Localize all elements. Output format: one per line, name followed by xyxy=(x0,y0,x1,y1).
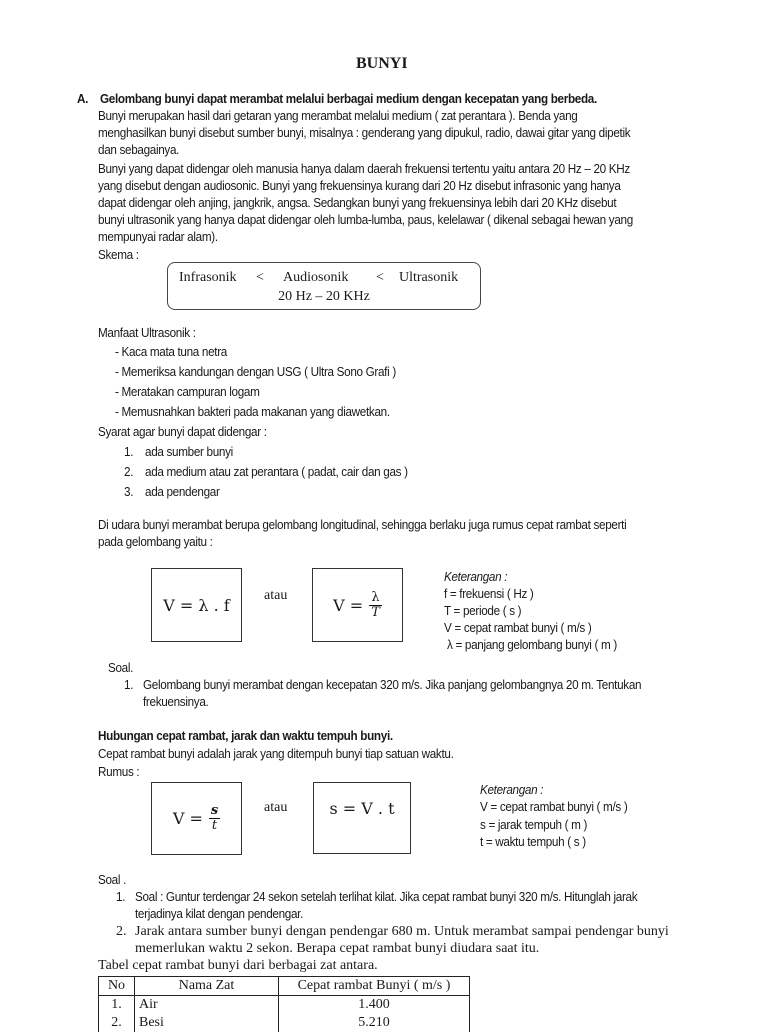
formula-v-lambda-over-t xyxy=(313,569,402,641)
paragraph-line: dan sebagainya. xyxy=(98,143,180,157)
formula-box-v-lambda-over-t xyxy=(312,568,403,642)
table-header-no: No xyxy=(99,977,135,996)
table-header-row xyxy=(99,977,470,996)
formula-box-s-v-t xyxy=(313,782,411,854)
skema-less-than: < xyxy=(376,270,384,285)
paragraph-line: pada gelombang yaitu : xyxy=(98,535,213,549)
fraction xyxy=(209,804,220,832)
skema-audiosonik: Audiosonik xyxy=(283,270,349,285)
soal-question: terjadinya kilat dengan pendengar. xyxy=(135,907,304,921)
paragraph-line: Di udara bunyi merambat berupa gelombang longitudinal, sehingga berlaku juga rumus cepat rambat seperti xyxy=(98,518,627,532)
table-cell-no: 1. xyxy=(99,996,135,1015)
fraction xyxy=(369,591,382,619)
section-a-heading: Gelombang bunyi dapat merambat melalui berbagai medium dengan kecepatan yang berbeda. xyxy=(100,92,597,106)
table-row xyxy=(99,996,470,1015)
keterangan-item: λ = panjang gelombang bunyi ( m ) xyxy=(447,638,617,652)
manfaat-item: - Kaca mata tuna netra xyxy=(115,345,227,359)
fraction-numerator: λ xyxy=(371,589,380,605)
paragraph-line: Bunyi yang dapat didengar oleh manusia hanya dalam daerah frekuensi tertentu yaitu antara 20 Hz – 20 KHz xyxy=(98,162,630,176)
soal-question: memerlukan waktu 2 sekon. Berapa cepat rambat bunyi diudara saat itu. xyxy=(135,941,540,956)
manfaat-item: - Memusnahkan bakteri pada makanan yang diawetkan. xyxy=(115,405,390,419)
soal-question: Jarak antara sumber bunyi dengan pendengar 680 m. Untuk merambat sampai pendengar bunyi xyxy=(135,924,669,939)
syarat-item: ada sumber bunyi xyxy=(145,445,233,459)
atau-label: atau xyxy=(264,800,288,815)
keterangan-item: V = cepat rambat bunyi ( m/s ) xyxy=(444,621,592,635)
table-header-nama-zat: Nama Zat xyxy=(135,977,279,996)
paragraph-line: menghasilkan bunyi disebut sumber bunyi, misalnya : genderang yang dipukul, radio, dawai gitar yang dipetik xyxy=(98,126,631,140)
soal-question: Soal : Guntur terdengar 24 sekon setelah terlihat kilat. Jika cepat rambat bunyi 320 m/s. Hitunglah jarak xyxy=(135,890,638,904)
soal-num: 2. xyxy=(116,924,127,939)
skema-range: 20 Hz – 20 KHz xyxy=(278,289,370,304)
keterangan-item: T = periode ( s ) xyxy=(444,604,522,618)
syarat-num: 1. xyxy=(124,445,134,459)
formula-box-v-lambda-f xyxy=(151,568,242,642)
soal-question: Gelombang bunyi merambat dengan kecepatan 320 m/s. Jika panjang gelombangnya 20 m. Tentukan xyxy=(143,678,642,692)
syarat-num: 2. xyxy=(124,465,134,479)
soal-label: Soal. xyxy=(108,661,134,675)
skema-label: Skema : xyxy=(98,248,139,262)
rumus-label: Rumus : xyxy=(98,765,140,779)
manfaat-label: Manfaat Ultrasonik : xyxy=(98,326,196,340)
keterangan-label: Keterangan : xyxy=(480,783,544,797)
keterangan-item: s = jarak tempuh ( m ) xyxy=(480,818,588,832)
fraction-numerator: s xyxy=(210,803,219,819)
syarat-item: ada medium atau zat perantara ( padat, cair dan gas ) xyxy=(145,465,408,479)
table-cell-nama-zat: Besi xyxy=(135,1014,279,1032)
soal-num: 1. xyxy=(116,890,126,904)
table-cell-speed: 5.210 xyxy=(279,1014,470,1032)
table-cell-nama-zat: Air xyxy=(135,996,279,1015)
table-row xyxy=(99,1014,470,1032)
formula-v-s-over-t xyxy=(152,783,241,854)
soal-question: frekuensinya. xyxy=(143,695,209,709)
hubungan-description: Cepat rambat bunyi adalah jarak yang ditempuh bunyi tiap satuan waktu. xyxy=(98,747,454,761)
hubungan-heading: Hubungan cepat rambat, jarak dan waktu tempuh bunyi. xyxy=(98,729,393,743)
manfaat-item: - Meratakan campuran logam xyxy=(115,385,260,399)
formula-v-equals: V = xyxy=(172,809,203,828)
fraction-denominator: t xyxy=(211,818,218,833)
skema-diagram xyxy=(167,262,481,310)
keterangan-item: t = waktu tempuh ( s ) xyxy=(480,835,586,849)
paragraph-line: dapat didengar oleh anjing, jangkrik, angsa. Sedangkan bunyi yang frekuensinya lebih dari 20 KHz disebut xyxy=(98,196,617,210)
paragraph-line: mempunyai radar alam). xyxy=(98,230,218,244)
syarat-item: ada pendengar xyxy=(145,485,220,499)
keterangan-item: f = frekuensi ( Hz ) xyxy=(444,587,534,601)
manfaat-item: - Memeriksa kandungan dengan USG ( Ultra Sono Grafi ) xyxy=(115,365,396,379)
fraction-denominator: T xyxy=(371,604,380,620)
syarat-label: Syarat agar bunyi dapat didengar : xyxy=(98,425,267,439)
skema-infrasonik: Infrasonik xyxy=(179,270,237,285)
soal-label: Soal . xyxy=(98,873,127,887)
paragraph-line: bunyi ultrasonik yang hanya dapat didengar oleh lumba-lumba, paus, kelelawar ( dikenal sebagai hewan yang xyxy=(98,213,633,227)
formula-s-v-t: s = V . t xyxy=(329,799,395,818)
skema-less-than: < xyxy=(256,270,264,285)
table-header-cepat-rambat: Cepat rambat Bunyi ( m/s ) xyxy=(279,977,470,996)
soal-num: 1. xyxy=(124,678,134,692)
formula-v-equals: V = xyxy=(333,595,364,615)
document-title: BUNYI xyxy=(356,55,408,72)
table-cell-no: 2. xyxy=(99,1014,135,1032)
syarat-num: 3. xyxy=(124,485,134,499)
paragraph-line: Bunyi merupakan hasil dari getaran yang merambat melalui medium ( zat perantara ). Benda yang xyxy=(98,109,578,123)
formula-box-v-s-over-t xyxy=(151,782,242,855)
keterangan-item: V = cepat rambat bunyi ( m/s ) xyxy=(480,800,628,814)
skema-ultrasonik: Ultrasonik xyxy=(399,270,459,285)
formula-v-lambda-f: V = λ . f xyxy=(163,595,230,615)
keterangan-label: Keterangan : xyxy=(444,570,508,584)
paragraph-line: yang disebut dengan audiosonic. Bunyi yang frekuensinya kurang dari 20 Hz disebut infrasonic yang hanya xyxy=(98,179,621,193)
section-a-marker: A. xyxy=(77,92,89,106)
atau-label: atau xyxy=(264,588,288,603)
table-caption: Tabel cepat rambat bunyi dari berbagai zat antara. xyxy=(98,958,378,973)
table-cell-speed: 1.400 xyxy=(279,996,470,1015)
